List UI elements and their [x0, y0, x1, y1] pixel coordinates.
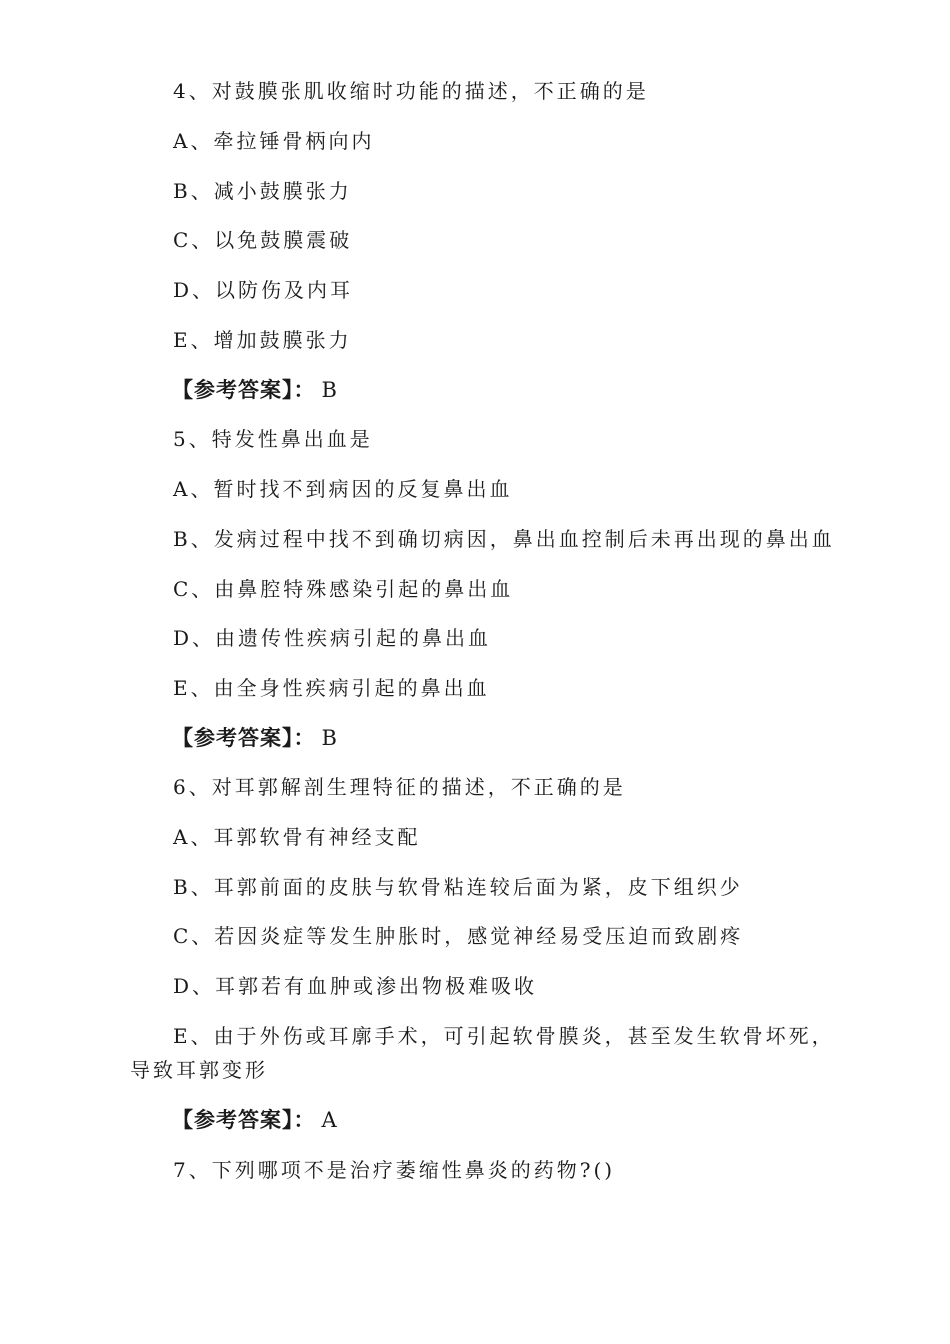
question-4-option-b: B、减小鼓膜张力 [173, 179, 352, 203]
question-5-option-b: B、发病过程中找不到确切病因，鼻出血控制后未再出现的鼻出血 [173, 527, 835, 551]
answer-label: 【参考答案】： [172, 726, 316, 750]
question-6-answer [172, 1107, 338, 1133]
question-4-option-c: C、以免鼓膜震破 [173, 228, 353, 252]
answer-label: 【参考答案】： [172, 378, 316, 402]
question-4-option-e: E、增加鼓膜张力 [173, 328, 352, 352]
question-5-stem: 5、特发性鼻出血是 [173, 427, 373, 451]
question-6-option-a: A、耳郭软骨有神经支配 [173, 825, 421, 849]
question-5-option-c: C、由鼻腔特殊感染引起的鼻出血 [173, 577, 514, 601]
question-5-option-d: D、由遗传性疾病引起的鼻出血 [173, 626, 492, 650]
question-4-option-a: A、牵拉锤骨柄向内 [173, 129, 375, 153]
answer-value: B [321, 378, 338, 402]
question-4-option-d: D、以防伤及内耳 [173, 278, 354, 302]
question-6-option-c: C、若因炎症等发生肿胀时，感觉神经易受压迫而致剧疼 [173, 924, 744, 948]
question-6-option-e: E、由于外伤或耳廓手术，可引起软骨膜炎，甚至发生软骨坏死， [173, 1024, 835, 1048]
answer-value: A [321, 1108, 338, 1132]
question-4-stem: 4、对鼓膜张肌收缩时功能的描述，不正确的是 [173, 79, 649, 103]
answer-value: B [321, 726, 338, 750]
question-6-stem: 6、对耳郭解剖生理特征的描述，不正确的是 [173, 775, 626, 799]
question-6-option-d: D、耳郭若有血肿或渗出物极难吸收 [173, 974, 538, 998]
question-4-answer [172, 377, 338, 403]
question-6-option-e-continuation: 导致耳郭变形 [130, 1058, 268, 1082]
question-5-option-a: A、暂时找不到病因的反复鼻出血 [173, 477, 513, 501]
question-6-option-b: B、耳郭前面的皮肤与软骨粘连较后面为紧，皮下组织少 [173, 875, 743, 899]
answer-label: 【参考答案】： [172, 1108, 316, 1132]
question-5-option-e: E、由全身性疾病引起的鼻出血 [173, 676, 490, 700]
question-7-stem: 7、下列哪项不是治疗萎缩性鼻炎的药物?() [173, 1158, 616, 1182]
question-5-answer [172, 725, 338, 751]
